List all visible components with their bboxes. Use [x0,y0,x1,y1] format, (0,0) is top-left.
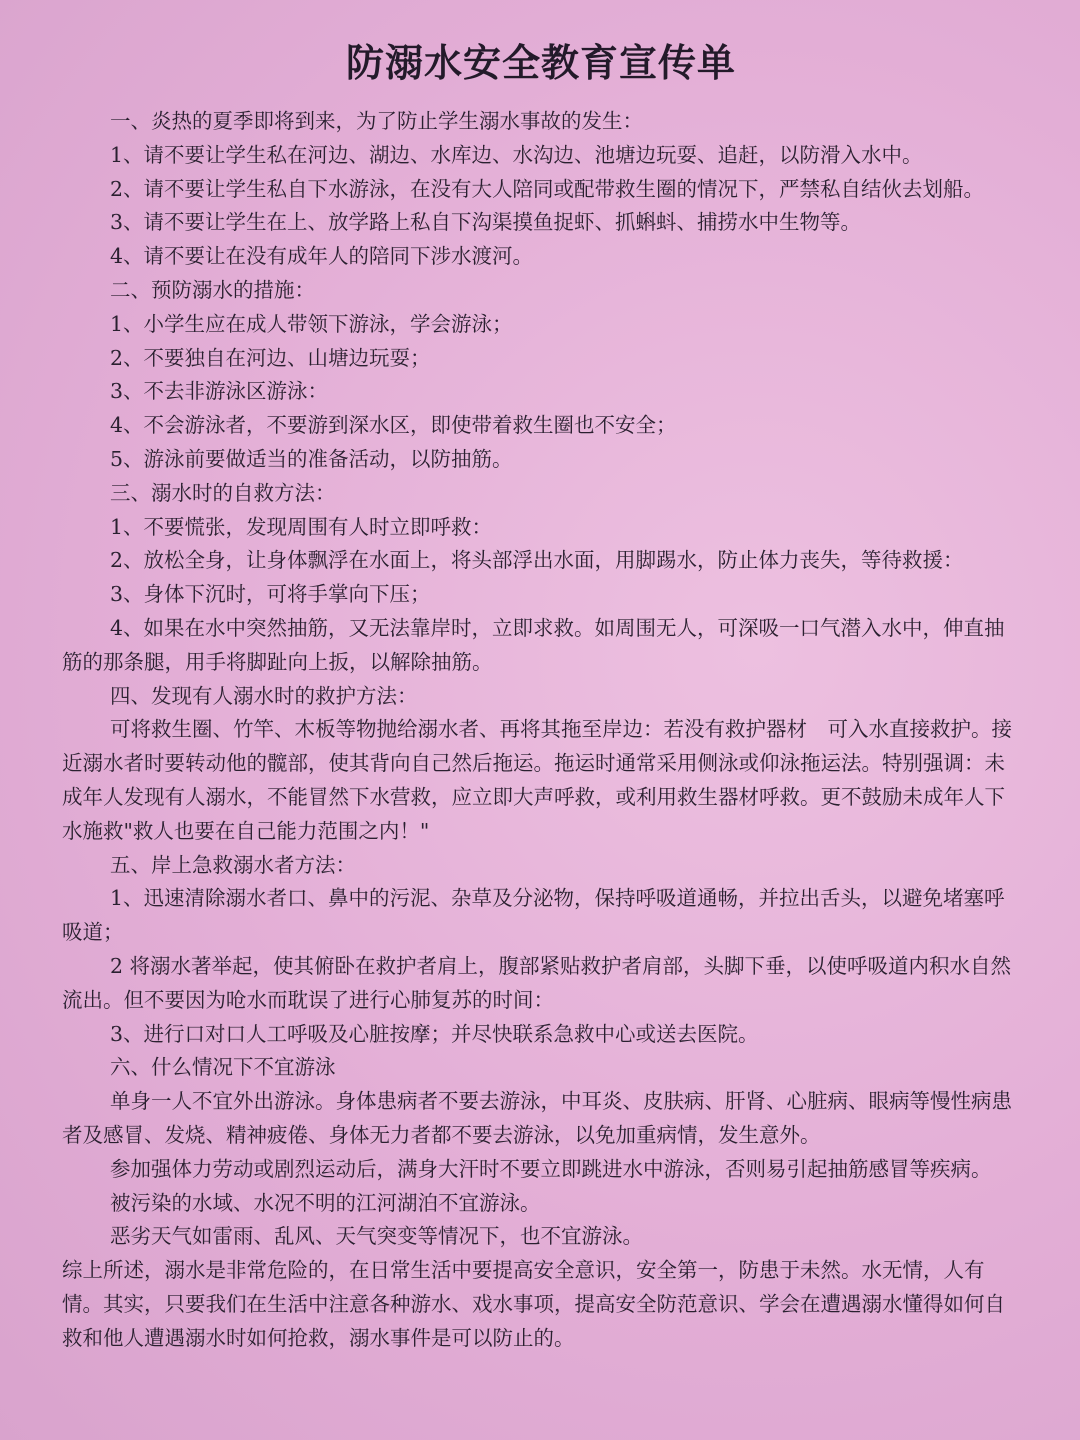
paragraph: 2、放松全身，让身体飘浮在水面上，将头部浮出水面，用脚踢水，防止体力丧失，等待救援： [110,548,964,573]
paragraph: 1、迅速清除溺水者口、鼻中的污泥、杂草及分泌物，保持呼吸道通畅，并拉出舌头，以避免堵塞呼吸道； [62,886,1005,945]
paragraph: 3、请不要让学生在上、放学路上私自下沟渠摸鱼捉虾、抓蝌蚪、捕捞水中生物等。 [110,210,862,235]
section-heading: 六、什么情况下不宜游泳 [110,1055,336,1080]
paragraph: 1、请不要让学生私在河边、湖边、水库边、水沟边、池塘边玩耍、追赶，以防滑入水中。 [110,142,923,167]
paragraph: 参加强体力劳动或剧烈运动后，满身大汗时不要立即跳进水中游泳，否则易引起抽筋感冒等疾病。 [110,1156,992,1181]
paragraph: 5、游泳前要做适当的准备活动，以防抽筋。 [110,446,513,471]
paragraph: 4、不会游泳者，不要游到深水区，即使带着救生圈也不安全； [110,413,677,438]
paragraph: 被污染的水域、水况不明的江河湖泊不宜游泳。 [110,1190,541,1215]
paragraph: 恶劣天气如雷雨、乱风、天气突变等情况下，也不宜游泳。 [110,1224,643,1249]
paragraph: 2、请不要让学生私自下水游泳，在没有大人陪同或配带救生圈的情况下，严禁私自结伙去划船。 [110,176,985,201]
paragraph: 3、身体下沉时，可将手掌向下压； [110,582,431,607]
paragraph: 2、不要独自在河边、山塘边玩耍； [110,345,431,370]
paragraph: 2 将溺水著举起，使其俯卧在救护者肩上，腹部紧贴救护者肩部，头脚下垂，以使呼吸道内积水自然流出。但不要因为呛水而耽误了进行心肺复苏的时间： [62,953,1012,1012]
paragraph: 单身一人不宜外出游泳。身体患病者不要去游泳，中耳炎、皮肤病、肝肾、心脏病、眼病等慢性病患者及感冒、发烧、精神疲倦、身体无力者都不要去游泳，以免加重病情，发生意外。 [62,1089,1012,1147]
paragraph: 1、不要慌张，发现周围有人时立即呼救： [110,514,493,539]
section-heading: 三、溺水时的自救方法： [110,480,336,505]
section-heading: 四、发现有人溺水时的救护方法： [110,683,418,708]
paragraph: 3、进行口对口人工呼吸及心脏按摩；并尽快联系急救中心或送去医院。 [110,1021,759,1046]
paragraph: 可将救生圈、竹竿、木板等物抛给溺水者、再将其拖至岸边：若没有救护器材 可入水直接救护。接近溺水者时要转动他的髋部，使其背向自己然后拖运。拖运时通常采用侧泳或仰泳拖运法。特别强调：未成年人发现有人溺水，不能冒然下水营救，应立即大声呼救，或利用救生器材呼救。更不鼓励未成年人下水施救"救人也要在自己能力范围之内！" [62,717,1012,843]
paragraph: 1、小学生应在成人带领下游泳，学会游泳； [110,311,513,336]
flyer-body [62,105,1020,1355]
section-heading: 五、岸上急救溺水者方法： [110,852,356,877]
paragraph: 综上所述，溺水是非常危险的，在日常生活中要提高安全意识，安全第一，防患于未然。水无情，人有情。其实，只要我们在生活中注意各种游水、戏水事项，提高安全防范意识、学会在遭遇溺水懂得如何自救和他人遭遇溺水时如何抢救，溺水事件是可以防止的。 [62,1258,1005,1350]
paragraph: 3、不去非游泳区游泳： [110,379,329,404]
paragraph: 4、如果在水中突然抽筋，又无法靠岸时，立即求救。如周围无人，可深吸一口气潜入水中，伸直抽筋的那条腿，用手将脚趾向上扳，以解除抽筋。 [62,615,1005,674]
paragraph: 4、请不要让在没有成年人的陪同下涉水渡河。 [110,244,534,269]
page-title: 防溺水安全教育宣传单 [345,40,736,85]
section-heading: 一、炎热的夏季即将到来，为了防止学生溺水事故的发生： [110,109,643,133]
section-heading: 二、预防溺水的措施： [110,277,315,302]
